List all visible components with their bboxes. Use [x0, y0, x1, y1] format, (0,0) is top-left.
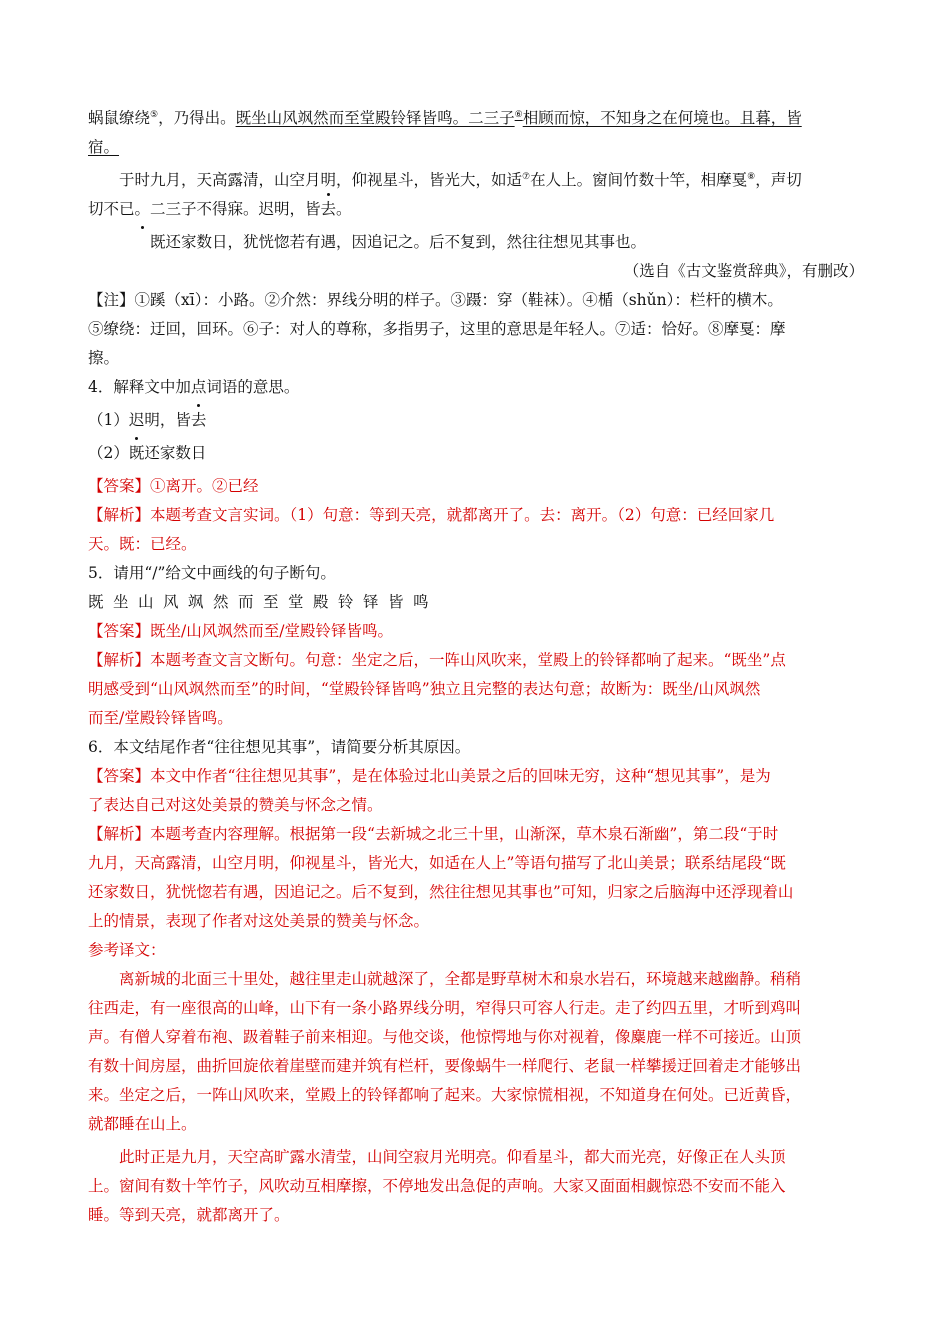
translation-line: 声。有僧人穿着布袍、趿着鞋子前来相迎。与他交谈，他惊愕地与你对视着，像麋鹿一样不可接近。山顶 [88, 1028, 802, 1046]
underlined-sentence: 既坐山风飒然而至堂殿铃铎皆鸣。二三子 [235, 109, 515, 127]
q6-analysis-1: 【解析】本题考查内容理解。根据第一段“去新城之北三十里，山渐深，草木泉石渐幽”，第二段“于时 [88, 825, 779, 843]
q6-analysis-3: 还家数日，犹恍惚若有遇，因追记之。后不复到，然往往想见其事也”可知，归家之后脑海中还浮现着山 [88, 883, 794, 901]
passage-line-2 [88, 133, 864, 162]
passage-text: ，声切 [755, 171, 802, 189]
q4-item-text: （2） [88, 444, 129, 462]
passage-line-5 [88, 228, 864, 257]
passage-line-4 [88, 195, 864, 224]
passage-text: 在人上。窗间竹数十竿，相摩戛 [530, 171, 748, 189]
translation-line: 上。窗间有数十竿竹子，风吹动互相摩擦，不停地发出急促的声响。大家又面面相觑惊恐不安而不能入 [88, 1177, 786, 1195]
q4-item-text: 还家数日 [144, 444, 207, 462]
passage-line-3 [88, 166, 864, 195]
q4-answer: 【答案】①离开。②已经 [88, 477, 259, 495]
source-citation: （选自《古文鉴赏辞典》，有删改） [623, 262, 864, 280]
underlined-sentence: 相顾而惊，不知身之在何境也。且暮，皆 [522, 109, 802, 127]
note-mark: ⑤ [150, 109, 159, 120]
passage-line-1 [88, 104, 864, 133]
passage-text: 于时九月，天高露清，山空月明，仰视星斗，皆光大，如适 [119, 171, 523, 189]
dotted-word: 既 [129, 439, 145, 468]
translation-line: 来。坐定之后，一阵山风吹来，堂殿上的铃铎都响了起来。大家惊慌相视，不知道身在何处。已近黄昏， [88, 1086, 802, 1104]
notes-line-2: ⑤缭绕：迂回，回环。⑥子：对人的尊称，多指男子，这里的意思是年轻人。⑦适：恰好。⑧摩戛：摩 [88, 320, 786, 338]
q5-analysis-1: 【解析】本题考查文言文断句。句意：坐定之后，一阵山风吹来，堂殿上的铃铎都响了起来。“既坐”点 [88, 651, 786, 669]
q5-title: 5．请用“/”给文中画线的句子断句。 [88, 564, 336, 582]
note-mark: ⑥ [514, 109, 523, 120]
translation-line: 离新城的北面三十里处，越往里走山就越深了，全都是野草树木和泉水岩石，环境越来越幽静。稍稍 [119, 970, 802, 988]
passage-text: 还家数日，犹恍惚若有遇，因追记之。后不复到，然往往想见其事也。 [165, 233, 647, 251]
q4-title: 4．解释文中加点词语的意思。 [88, 378, 300, 396]
passage-text: ，乃得出。 [158, 109, 236, 127]
q6-answer-2: 了表达自己对这处美景的赞美与怀念之情。 [88, 796, 383, 814]
q4-item-1 [88, 406, 864, 435]
q5-sentence: 既坐山风飒然而至堂殿铃铎皆鸣 [88, 593, 439, 611]
translation-title: 参考译文： [88, 941, 166, 959]
notes-line-1: 【注】①蹊（xī）：小路。②介然：界线分明的样子。③蹑：穿（鞋袜）。④楯（shǔn）：栏杆的横木。 [88, 291, 783, 309]
dotted-word: 去 [191, 406, 207, 435]
translation-line: 有数十间房屋，曲折回旋依着崖壁而建并筑有栏杆，要像蜗牛一样爬行、老鼠一样攀援迂回着走才能够出 [88, 1057, 802, 1075]
passage-text: 蜗鼠缭绕 [88, 109, 151, 127]
q4-item-text: （1）迟明，皆 [88, 411, 191, 429]
q4-analysis-1: 【解析】本题考查文言实词。（1）句意：等到天亮，就都离开了。去：离开。（2）句意：已经回家几 [88, 506, 775, 524]
dotted-word: 去 [321, 195, 337, 224]
q4-item-2 [88, 439, 864, 468]
q6-analysis-2: 九月，天高露清，山空月明，仰视星斗，皆光大，如适在人上”等语句描写了北山美景；联系结尾段“既 [88, 854, 786, 872]
note-mark: ⑧ [747, 171, 756, 182]
passage-text: 。 [336, 200, 352, 218]
q6-analysis-4: 上的情景，表现了作者对这处美景的赞美与怀念。 [88, 912, 430, 930]
underlined-sentence: 宿。 [88, 138, 120, 156]
q4-analysis-2: 天。既：已经。 [88, 535, 197, 553]
notes-line-3: 擦。 [88, 349, 120, 367]
translation-line: 往西走，有一座很高的山峰，山下有一条小路界线分明，窄得只可容人行走。走了约四五里，才听到鸡叫 [88, 999, 802, 1017]
q6-answer-1: 【答案】本文中作者“往往想见其事”，是在体验过北山美景之后的回味无穷，这种“想见其事”，是为 [88, 767, 771, 785]
translation-line: 睡。等到天亮，就都离开了。 [88, 1206, 290, 1224]
q5-analysis-3: 而至/堂殿铃铎皆鸣。 [88, 709, 233, 727]
q5-answer: 【答案】既坐/山风飒然而至/堂殿铃铎皆鸣。 [88, 622, 393, 640]
translation-line: 此时正是九月，天空高旷露水清莹，山间空寂月光明亮。仰看星斗，都大而光亮，好像正在人头顶 [119, 1148, 786, 1166]
q5-analysis-2: 明感受到“山风飒然而至”的时间，“堂殿铃铎皆鸣”独立且完整的表达句意；故断为：既坐/山风飒然 [88, 680, 761, 698]
q6-title: 6．本文结尾作者“往往想见其事”，请简要分析其原因。 [88, 738, 471, 756]
note-mark: ⑦ [522, 171, 531, 182]
translation-line: 就都睡在山上。 [88, 1115, 197, 1133]
passage-text: 切不已。二三子不得寐。迟明，皆 [88, 200, 321, 218]
dotted-word: 既 [119, 228, 166, 257]
document-page [88, 104, 864, 1230]
